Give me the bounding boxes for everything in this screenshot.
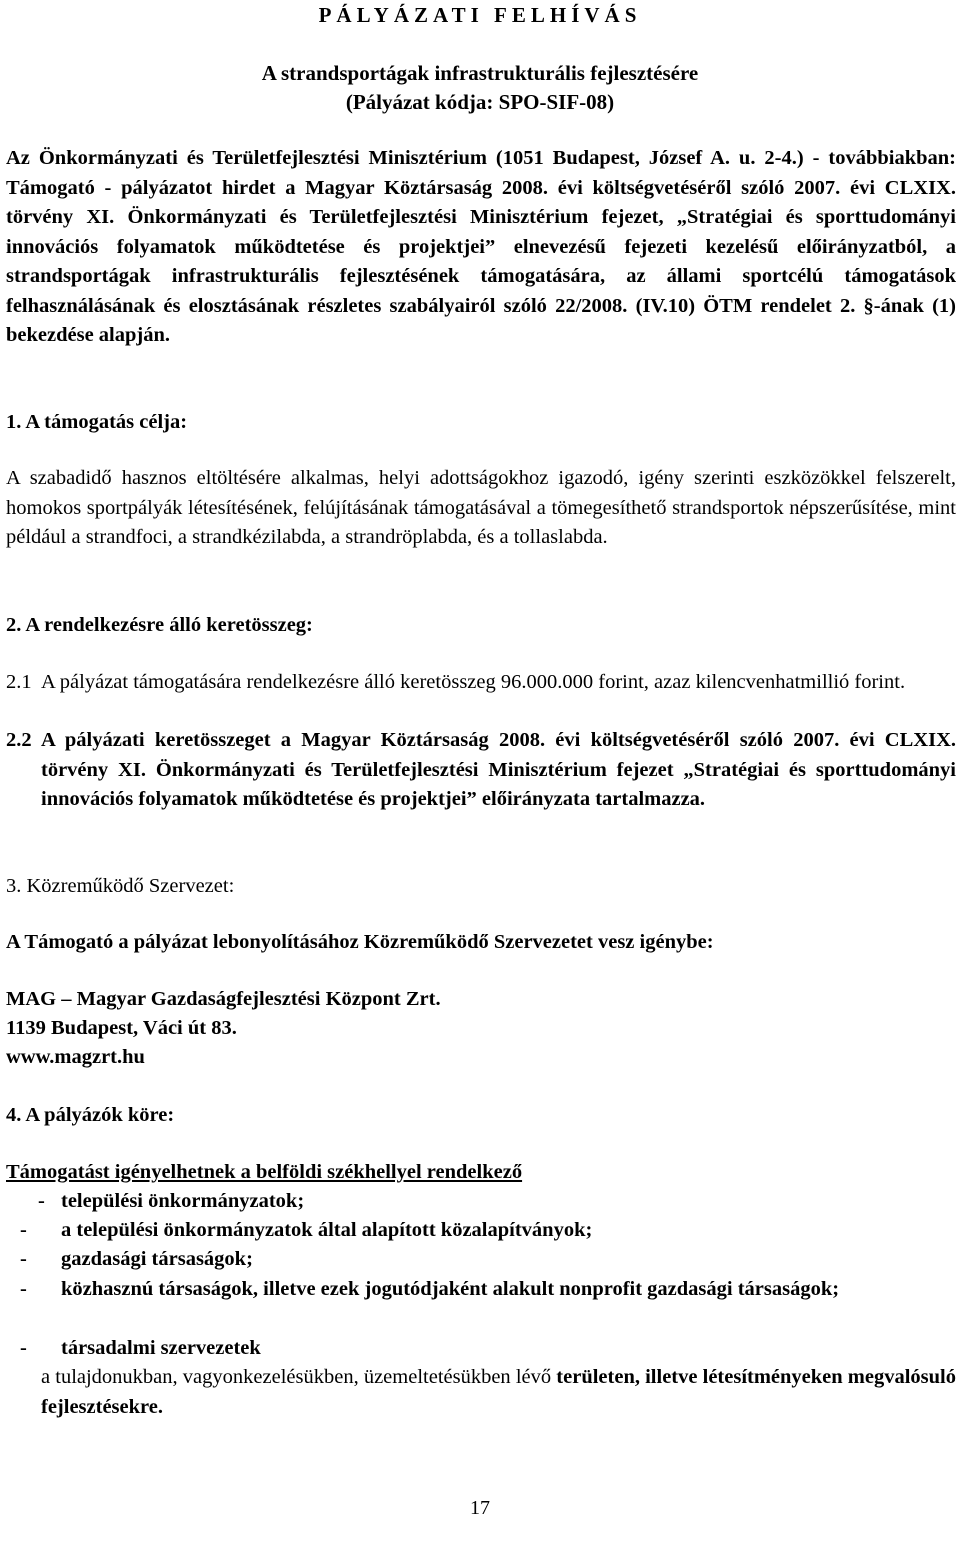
section-4-lead: Támogatást igényelhetnek a belföldi székhellyel rendelkező — [6, 1161, 523, 1183]
item-text: A pályázati keretösszeget a Magyar Köztársaság 2008. évi költségvetéséről szóló 2007. évi CLXIX. törvény XI. Önkormányzati és Területfejlesztési Minisztérium fejezet „Stratégiai és sporttudományi innovációs folyamatok működtetése és projektjei” előirányzata tartalmazza. — [41, 729, 956, 810]
list-dash: - — [20, 1337, 27, 1359]
item-number: 2.2 — [6, 729, 32, 751]
section-3-heading: 3. Közreműködő Szervezet: — [6, 875, 235, 897]
section-2-heading: 2. A rendelkezésre álló keretösszeg: — [6, 614, 313, 636]
item-number: 2.1 — [6, 671, 32, 693]
section-4-heading: 4. A pályázók köre: — [6, 1104, 175, 1126]
org-website: www.magzrt.hu — [6, 1046, 145, 1068]
list-dash: - — [20, 1278, 27, 1300]
subtitle-line-2: (Pályázat kódja: SPO-SIF-08) — [345, 90, 615, 114]
applicant-item-2 — [6, 1216, 956, 1246]
item-text: A pályázat támogatására rendelkezésre álló keretösszeg 96.000.000 forint, azaz kilencvenhatmillió forint. — [41, 671, 906, 693]
list-item-text: társadalmi szervezetek — [61, 1337, 261, 1359]
section-2-item-2 — [6, 726, 956, 815]
intro-paragraph: Az Önkormányzati és Területfejlesztési Minisztérium (1051 Budapest, József A. u. 2-4.) - továbbiakban: Támogató - pályázatot hirdet a Magyar Köztársaság 2008. évi költségvetéséről szóló 2007. évi CLXIX. törvény XI. Önkormányzati és Területfejlesztési Minisztérium fejezet, „Stratégiai és sporttudományi innovációs folyamatok működtetése és projektjei” elnevezésű fejezeti kezelésű előirányzatból, a strandsportágak infrastrukturális fejlesztésének támogatására, az állami sportcélú támogatások felhasználásának és elosztásának részletes szabályairól szóló 22/2008. (IV.10) ÖTM rendelet 2. §-ának (1) bekezdése alapján. — [6, 147, 956, 346]
applicant-item-5 — [6, 1334, 956, 1364]
document-title: PÁLYÁZATI FELHÍVÁS — [318, 3, 642, 27]
applicant-item-1 — [6, 1187, 956, 1217]
section-4-closing — [41, 1363, 956, 1422]
list-item-text: közhasznú társaságok, illetve ezek jogutódjaként alakult nonprofit gazdasági társaságok; — [61, 1278, 840, 1300]
list-dash: - — [20, 1248, 27, 1270]
applicant-item-3 — [6, 1245, 956, 1275]
applicant-item-4 — [6, 1275, 956, 1305]
list-item-text: a települési önkormányzatok által alapított közalapítványok; — [61, 1219, 593, 1241]
org-address: 1139 Budapest, Váci út 83. — [6, 1017, 237, 1039]
org-name: MAG – Magyar Gazdaságfejlesztési Központ Zrt. — [6, 988, 441, 1010]
subtitle-line-1: A strandsportágak infrastrukturális fejlesztésére — [261, 61, 699, 85]
section-2-item-1 — [6, 668, 956, 698]
list-dash: - — [38, 1190, 45, 1212]
section-1-text: A szabadidő hasznos eltöltésére alkalmas, helyi adottságokhoz igazodó, igény szerinti eszközökkel felszerelt, homokos sportpályák létesítésének, felújításának támogatásával a tömegesíthető strandsportok népszerűsítése, mint például a strandfoci, a strandkézilabda, a strandröplabda, és a tollaslabda. — [6, 467, 956, 548]
list-dash: - — [20, 1219, 27, 1241]
list-item-text: települési önkormányzatok; — [61, 1190, 305, 1212]
closing-plain-text: a tulajdonukban, vagyonkezelésükben, üzemeltetésükben lévő — [41, 1366, 552, 1388]
section-3-lead: A Támogató a pályázat lebonyolításához Közreműködő Szervezetet vesz igénybe: — [6, 931, 714, 953]
list-item-text: gazdasági társaságok; — [61, 1248, 253, 1270]
closing-bold-text: területen, illetve létesítményeken megvalósuló fejlesztésekre. — [41, 1366, 957, 1418]
page-number: 17 — [470, 1497, 490, 1519]
section-1-heading: 1. A támogatás célja: — [6, 411, 188, 433]
